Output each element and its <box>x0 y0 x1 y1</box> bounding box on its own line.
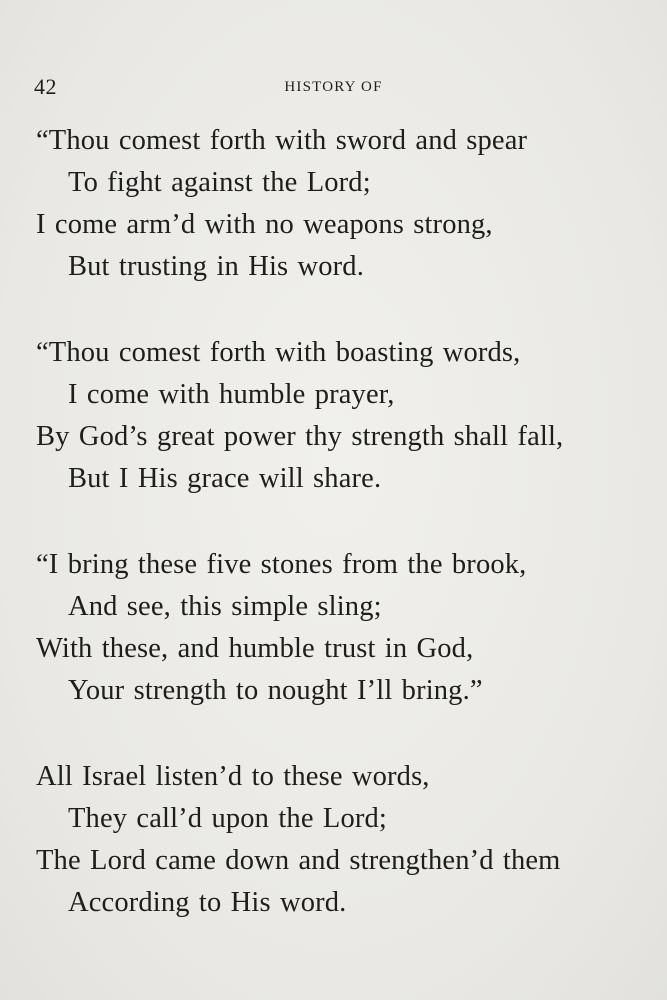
poem-line: With these, and humble trust in God, <box>36 633 474 664</box>
stanza-3 <box>0 544 667 712</box>
stanza-1 <box>0 120 667 288</box>
poem <box>0 120 667 968</box>
poem-line: And see, this simple sling; <box>68 591 382 622</box>
poem-line: The Lord came down and strengthen’d them <box>36 845 561 876</box>
poem-line: I come arm’d with no weapons strong, <box>36 209 493 240</box>
page-header <box>0 72 667 102</box>
poem-line: But trusting in His word. <box>68 251 364 282</box>
stanza-2 <box>0 332 667 500</box>
poem-line: “I bring these five stones from the brook, <box>36 549 527 580</box>
running-head: HISTORY OF <box>284 79 383 95</box>
page-number: 42 <box>34 74 57 99</box>
poem-line: “Thou comest forth with sword and spear <box>36 125 528 156</box>
stanza-4 <box>0 756 667 924</box>
poem-line: To fight against the Lord; <box>68 167 371 198</box>
poem-line: Your strength to nought I’ll bring.” <box>68 675 483 706</box>
poem-line: By God’s great power thy strength shall fall, <box>36 421 564 452</box>
poem-line: They call’d upon the Lord; <box>68 803 387 834</box>
poem-line: “Thou comest forth with boasting words, <box>36 337 521 368</box>
poem-line: But I His grace will share. <box>68 463 382 494</box>
poem-line: I come with humble prayer, <box>68 379 395 410</box>
poem-line: According to His word. <box>68 887 347 918</box>
poem-line: All Israel listen’d to these words, <box>36 761 430 792</box>
